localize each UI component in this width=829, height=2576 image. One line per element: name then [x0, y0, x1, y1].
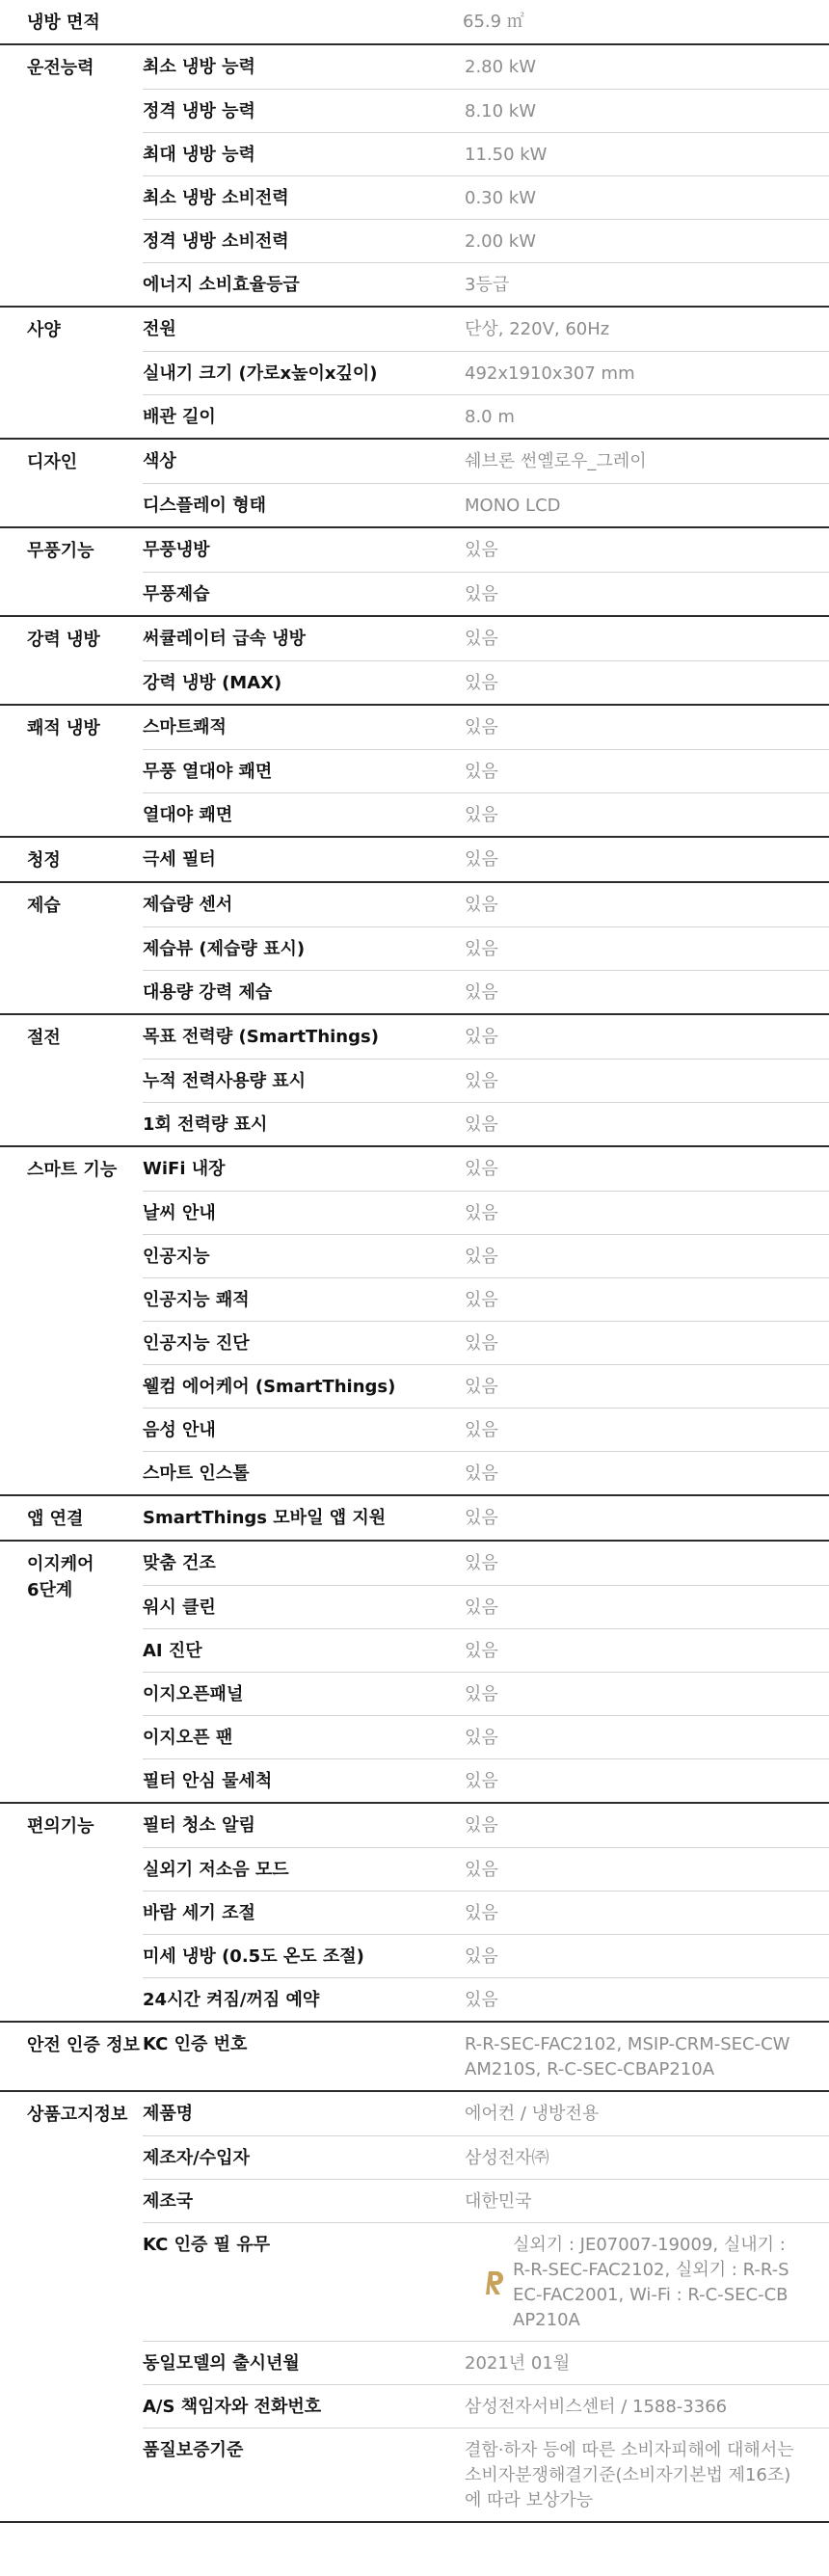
spec-label: 최소 냉방 능력	[143, 57, 255, 77]
spec-row	[143, 1628, 829, 1672]
spec-row	[143, 45, 829, 89]
group-label: 사양	[27, 320, 61, 340]
spec-label: 제조자/수입자	[143, 2148, 250, 2168]
spec-group	[0, 438, 829, 526]
spec-label: 색상	[143, 451, 176, 471]
spec-value: 대한민국	[465, 2191, 532, 2212]
spec-label: 음성 안내	[143, 1420, 216, 1440]
spec-label: 필터 안심 물세척	[143, 1771, 273, 1791]
table-bottom-border	[0, 2521, 829, 2523]
group-label: 쾌적 냉방	[27, 718, 100, 738]
spec-group	[0, 306, 829, 438]
spec-label: 배관 길이	[143, 407, 216, 427]
spec-group	[0, 1013, 829, 1145]
spec-value: 단상, 220V, 60Hz	[465, 319, 610, 339]
spec-label: KC 인증 필 유무	[143, 2235, 271, 2255]
spec-value: 있음	[465, 1597, 498, 1618]
spec-label: 24시간 켜짐/꺼짐 예약	[143, 1990, 320, 2010]
spec-label: 맞춤 건조	[143, 1553, 216, 1573]
spec-value: 결함·하자 등에 따른 소비자피해에 대해서는 소비자분쟁해결기준(소비자기본법 제16조)에 따라 보상가능	[465, 2440, 794, 2510]
spec-group	[0, 881, 829, 1013]
spec-label: 열대야 쾌면	[143, 805, 233, 825]
spec-label: 최대 냉방 능력	[143, 145, 255, 165]
spec-value: 있음	[465, 584, 498, 604]
spec-label: 인공지능	[143, 1247, 210, 1267]
spec-row	[143, 2135, 829, 2179]
spec-row	[143, 572, 829, 615]
spec-label: 바람 세기 조절	[143, 1903, 255, 1923]
spec-row	[143, 1977, 829, 2021]
spec-value: 있음	[465, 1159, 498, 1179]
spec-value: 있음	[465, 982, 498, 1003]
group-label: 제습	[27, 896, 61, 916]
spec-value: 있음	[465, 1903, 498, 1923]
spec-row	[143, 1804, 829, 1847]
spec-group	[0, 0, 829, 43]
spec-value: 있음	[465, 939, 498, 959]
spec-row	[143, 706, 829, 749]
spec-row	[143, 1715, 829, 1758]
spec-row	[143, 1364, 829, 1408]
spec-group	[0, 1802, 829, 2021]
spec-value: 삼성전자㈜	[465, 2148, 549, 2168]
spec-row	[143, 175, 829, 219]
group-label: 무풍기능	[27, 541, 94, 561]
spec-label: 에너지 소비효율등급	[143, 275, 300, 295]
group-label: 강력 냉방	[27, 630, 100, 650]
spec-value: 11.50 kW	[465, 145, 548, 165]
spec-row	[143, 1496, 829, 1540]
spec-label: 워시 클린	[143, 1597, 216, 1618]
spec-value: 492x1910x307 mm	[465, 363, 635, 384]
spec-row	[463, 0, 829, 43]
spec-value: 있음	[465, 1990, 498, 2010]
spec-label: 인공지능 쾌적	[143, 1290, 250, 1310]
spec-value: 있음	[465, 1641, 498, 1661]
spec-label: 전원	[143, 319, 176, 339]
spec-label: 디스플레이 형태	[143, 496, 266, 516]
spec-value: 있음	[465, 1553, 498, 1573]
spec-value: 있음	[465, 1420, 498, 1440]
spec-row	[143, 89, 829, 132]
spec-row	[143, 1585, 829, 1628]
spec-label: 누적 전력사용량 표시	[143, 1071, 307, 1091]
spec-group	[0, 1494, 829, 1540]
group-label: 운전능력	[27, 58, 94, 78]
spec-label: 실내기 크기 (가로x높이x깊이)	[143, 363, 378, 384]
spec-label: 스마트 인스톨	[143, 1463, 250, 1484]
spec-group	[0, 836, 829, 881]
spec-label: 정격 냉방 소비전력	[143, 231, 289, 252]
spec-value: 에어컨 / 냉방전용	[465, 2104, 600, 2124]
spec-label: 무풍냉방	[143, 540, 210, 560]
spec-value: 있음	[465, 1377, 498, 1397]
group-label: 절전	[27, 1028, 61, 1048]
spec-row	[143, 1015, 829, 1059]
spec-label: 날씨 안내	[143, 1203, 216, 1223]
spec-value: 2021년 01월	[465, 2353, 571, 2374]
spec-row	[143, 2428, 829, 2521]
spec-row	[143, 2384, 829, 2428]
spec-row	[143, 1234, 829, 1277]
spec-label: 목표 전력량 (SmartThings)	[143, 1027, 379, 1047]
spec-value: 있음	[465, 629, 498, 649]
spec-row	[143, 2222, 829, 2341]
spec-row	[143, 528, 829, 572]
spec-value: R-R-SEC-FAC2102, MSIP-CRM-SEC-CWAM210S, R-C-SEC-CBAP210A	[465, 2034, 790, 2080]
group-label: 안전 인증 정보	[27, 2035, 140, 2055]
spec-value: 8.0 m	[465, 407, 515, 427]
spec-row	[143, 1147, 829, 1191]
spec-row	[143, 926, 829, 970]
spec-group	[0, 704, 829, 836]
group-label: 상품고지정보	[27, 2105, 128, 2125]
spec-value: 있음	[465, 1071, 498, 1091]
spec-row	[143, 351, 829, 394]
spec-label: 제품명	[143, 2104, 194, 2124]
spec-group	[0, 526, 829, 615]
spec-row	[143, 1934, 829, 1977]
group-label: 이지케어 6단계	[27, 1554, 94, 1600]
spec-value: MONO LCD	[465, 496, 561, 516]
spec-value: 3등급	[465, 275, 510, 295]
spec-row	[143, 660, 829, 704]
spec-value: 있음	[465, 762, 498, 782]
spec-value: 있음	[465, 1203, 498, 1223]
spec-row	[143, 1059, 829, 1102]
spec-value: 쉐브론 썬옐로우_그레이	[465, 451, 647, 471]
spec-row	[143, 617, 829, 660]
spec-label: 실외기 저소음 모드	[143, 1860, 289, 1880]
group-label: 앱 연결	[27, 1509, 84, 1529]
group-label: 편의기능	[27, 1816, 94, 1837]
spec-label: SmartThings 모바일 앱 지원	[143, 1508, 387, 1528]
spec-row	[143, 970, 829, 1013]
spec-row	[143, 1321, 829, 1364]
spec-value: 있음	[465, 1290, 498, 1310]
spec-label: 제조국	[143, 2191, 194, 2212]
spec-row	[143, 1102, 829, 1145]
spec-label: 정격 냉방 능력	[143, 101, 255, 121]
spec-row	[143, 749, 829, 792]
kc-cert-block	[465, 2233, 798, 2333]
spec-row	[143, 308, 829, 351]
spec-group	[0, 615, 829, 704]
spec-value: 있음	[465, 1114, 498, 1135]
spec-row	[143, 1191, 829, 1234]
spec-value: 0.30 kW	[465, 188, 537, 208]
spec-row	[143, 1672, 829, 1715]
spec-label: 이지오픈패널	[143, 1684, 244, 1704]
spec-label: 스마트쾌적	[143, 717, 227, 738]
spec-value: 8.10 kW	[465, 101, 537, 121]
spec-value: 2.80 kW	[465, 57, 537, 77]
spec-label: 무풍제습	[143, 584, 210, 604]
spec-label: 미세 냉방 (0.5도 온도 조절)	[143, 1946, 364, 1967]
spec-row	[143, 838, 829, 881]
spec-label: 무풍 열대야 쾌면	[143, 762, 273, 782]
spec-value: 있음	[465, 1815, 498, 1836]
group-label: 청정	[27, 850, 61, 871]
spec-value: 65.9 ㎡	[463, 12, 524, 32]
spec-label: 이지오픈 팬	[143, 1728, 233, 1748]
spec-label: 인공지능 진단	[143, 1333, 250, 1354]
spec-value: 있음	[465, 1508, 498, 1528]
spec-row	[143, 132, 829, 175]
spec-row	[143, 1277, 829, 1321]
spec-label: 극세 필터	[143, 849, 216, 870]
spec-row	[143, 394, 829, 438]
spec-label: 웰컴 에어케어 (SmartThings)	[143, 1377, 396, 1397]
kc-cert-text: 실외기 : JE07007-19009, 실내기 : R-R-SEC-FAC2102, 실외기 : R-R-SEC-FAC2001, Wi-Fi : R-C-SEC-CBAP210A	[513, 2235, 789, 2330]
spec-value: 있음	[465, 1684, 498, 1704]
spec-value: 있음	[465, 1027, 498, 1047]
spec-value: 있음	[465, 1463, 498, 1484]
spec-row	[143, 883, 829, 926]
spec-value: 있음	[465, 540, 498, 560]
spec-value: 있음	[465, 1860, 498, 1880]
spec-label: WiFi 내장	[143, 1159, 226, 1179]
spec-label: 써큘레이터 급속 냉방	[143, 629, 307, 649]
group-label: 스마트 기능	[27, 1160, 118, 1180]
spec-value: 있음	[465, 1771, 498, 1791]
spec-value: 있음	[465, 805, 498, 825]
spec-label: 강력 냉방 (MAX)	[143, 673, 282, 693]
spec-value: 있음	[465, 1247, 498, 1267]
spec-group	[0, 2090, 829, 2521]
spec-value: 있음	[465, 895, 498, 915]
spec-row	[143, 2023, 829, 2090]
group-label: 냉방 면적	[27, 13, 100, 33]
spec-label: A/S 책임자와 전화번호	[143, 2397, 322, 2417]
spec-row	[143, 219, 829, 262]
spec-group	[0, 1540, 829, 1802]
spec-row	[143, 1542, 829, 1585]
spec-row	[143, 262, 829, 306]
spec-value: 있음	[465, 849, 498, 870]
spec-value: 2.00 kW	[465, 231, 537, 252]
kc-mark-icon	[486, 2269, 505, 2296]
spec-label: 제습뷰 (제습량 표시)	[143, 939, 306, 959]
spec-value	[465, 2223, 798, 2341]
spec-label: 동일모델의 출시년월	[143, 2353, 300, 2374]
spec-label: 품질보증기준	[143, 2440, 244, 2460]
spec-value: 있음	[465, 1333, 498, 1354]
spec-row	[143, 792, 829, 836]
spec-group	[0, 1145, 829, 1494]
spec-label: AI 진단	[143, 1641, 202, 1661]
spec-label: 필터 청소 알림	[143, 1815, 255, 1836]
spec-group	[0, 43, 829, 306]
spec-value: 있음	[465, 673, 498, 693]
spec-label: 제습량 센서	[143, 895, 233, 915]
spec-value: 있음	[465, 717, 498, 738]
spec-row	[143, 440, 829, 483]
spec-label: KC 인증 번호	[143, 2034, 248, 2054]
spec-label: 최소 냉방 소비전력	[143, 188, 289, 208]
spec-row	[143, 2341, 829, 2384]
spec-row	[143, 2092, 829, 2135]
group-label: 디자인	[27, 452, 78, 472]
spec-row	[143, 483, 829, 526]
spec-row	[143, 1847, 829, 1891]
spec-row	[143, 1758, 829, 1802]
spec-value: 삼성전자서비스센터 / 1588-3366	[465, 2397, 728, 2417]
spec-row	[143, 1408, 829, 1451]
spec-group	[0, 2021, 829, 2090]
spec-label: 대용량 강력 제습	[143, 982, 273, 1003]
spec-label: 1회 전력량 표시	[143, 1114, 268, 1135]
spec-row	[143, 1451, 829, 1494]
spec-row	[143, 2179, 829, 2222]
spec-row	[143, 1891, 829, 1934]
spec-value: 있음	[465, 1728, 498, 1748]
spec-value: 있음	[465, 1946, 498, 1967]
